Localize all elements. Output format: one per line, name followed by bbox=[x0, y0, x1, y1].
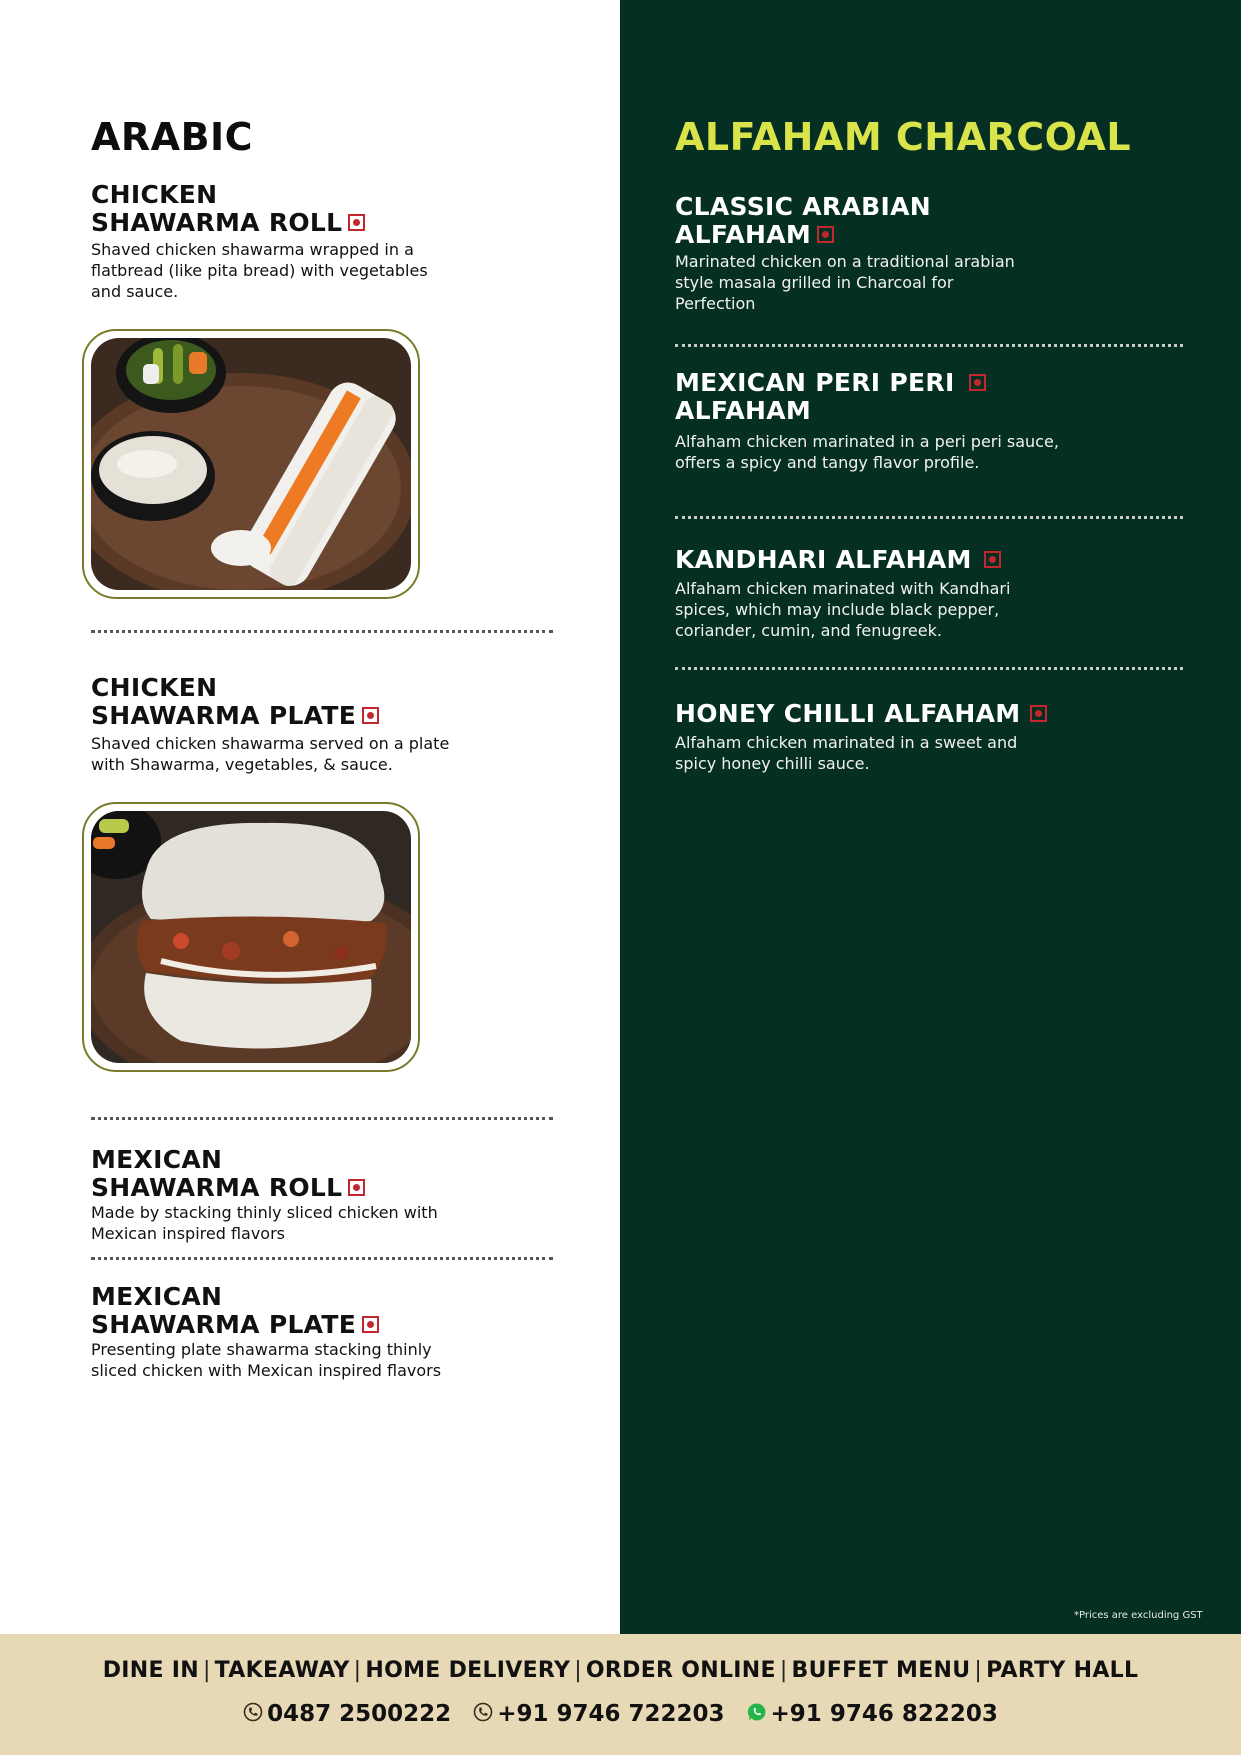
item-name-line2: SHAWARMA PLATE bbox=[91, 701, 357, 730]
menu-item-name bbox=[675, 193, 931, 249]
phone-icon bbox=[473, 1702, 493, 1722]
item-name-line1: CLASSIC ARABIAN bbox=[675, 192, 931, 221]
separator: | bbox=[353, 1658, 362, 1683]
separator: | bbox=[779, 1658, 788, 1683]
separator: | bbox=[574, 1658, 582, 1683]
item-name-line2-row bbox=[675, 221, 931, 249]
whatsapp-icon bbox=[747, 1702, 767, 1722]
services-list bbox=[0, 1658, 1241, 1683]
menu-item-description: Alfaham chicken marinated with Kandhari spices, which may include black pepper, coriander, cumin, and fenugreek. bbox=[675, 579, 1011, 640]
menu-item-description: Alfaham chicken marinated in a sweet and spicy honey chilli sauce. bbox=[675, 733, 1018, 773]
menu-item-name bbox=[91, 1146, 365, 1202]
non-veg-marker-icon bbox=[348, 1179, 365, 1196]
section-title-alfaham: ALFAHAM CHARCOAL bbox=[675, 115, 1132, 159]
non-veg-marker-icon bbox=[362, 707, 379, 724]
item-name-line2: SHAWARMA ROLL bbox=[91, 208, 343, 237]
item-name-line1: MEXICAN bbox=[91, 1282, 223, 1311]
menu-item-description: Shaved chicken shawarma served on a plate with Shawarma, vegetables, & sauce. bbox=[91, 734, 450, 774]
chicken-shawarma-plate-photo bbox=[82, 802, 420, 1072]
item-name-line1: MEXICAN bbox=[91, 1145, 223, 1174]
item-name-line2: SHAWARMA ROLL bbox=[91, 1173, 343, 1202]
item-name-line1: CHICKEN bbox=[91, 673, 218, 702]
service-home-delivery: HOME DELIVERY bbox=[365, 1658, 571, 1683]
menu-item-description: Presenting plate shawarma stacking thinly sliced chicken with Mexican inspired flavors bbox=[91, 1340, 442, 1380]
menu-item-description: Shaved chicken shawarma wrapped in a flatbread (like pita bread) with vegetables and sauce. bbox=[91, 240, 428, 301]
menu-item-name bbox=[675, 700, 1047, 728]
phone-number: 0487 2500222 bbox=[267, 1700, 452, 1727]
item-name-line2: SHAWARMA PLATE bbox=[91, 1310, 357, 1339]
item-name-line2-row bbox=[91, 1174, 365, 1202]
contact-list bbox=[0, 1700, 1241, 1727]
separator: | bbox=[974, 1658, 983, 1683]
divider bbox=[91, 1257, 553, 1260]
section-title-arabic: ARABIC bbox=[91, 115, 254, 159]
phone-number: +91 9746 722203 bbox=[497, 1700, 725, 1727]
shawarma-plate-image bbox=[91, 811, 411, 1063]
item-name-line2-row bbox=[91, 209, 365, 237]
divider bbox=[675, 516, 1183, 519]
menu-item-name bbox=[91, 1283, 379, 1339]
menu-item-name bbox=[675, 369, 986, 425]
gst-note: *Prices are excluding GST bbox=[1074, 1610, 1203, 1621]
contact-mobile[interactable] bbox=[473, 1701, 724, 1727]
non-veg-marker-icon bbox=[348, 214, 365, 231]
service-buffet-menu: BUFFET MENU bbox=[791, 1658, 971, 1683]
service-order-online: ORDER ONLINE bbox=[585, 1658, 776, 1683]
service-takeaway: TAKEAWAY bbox=[214, 1658, 350, 1683]
non-veg-marker-icon bbox=[817, 226, 834, 243]
non-veg-marker-icon bbox=[969, 374, 986, 391]
arabic-section bbox=[0, 0, 620, 1634]
non-veg-marker-icon bbox=[1030, 705, 1047, 722]
item-name-line2-row bbox=[91, 702, 379, 730]
menu-item-name bbox=[91, 674, 379, 730]
divider bbox=[91, 630, 553, 633]
chicken-shawarma-roll-photo bbox=[82, 329, 420, 599]
service-dine-in: DINE IN bbox=[102, 1658, 199, 1683]
menu-item-description: Made by stacking thinly sliced chicken with Mexican inspired flavors bbox=[91, 1203, 438, 1243]
item-name-line2: ALFAHAM bbox=[675, 396, 812, 425]
non-veg-marker-icon bbox=[362, 1316, 379, 1333]
phone-icon bbox=[243, 1702, 263, 1722]
menu-item-description: Alfaham chicken marinated in a peri peri sauce, offers a spicy and tangy flavor profile. bbox=[675, 432, 1059, 472]
item-name-text: KANDHARI ALFAHAM bbox=[675, 545, 972, 574]
service-party-hall: PARTY HALL bbox=[986, 1658, 1139, 1683]
item-name-line1: MEXICAN PERI PERI bbox=[675, 368, 955, 397]
alfaham-charcoal-section bbox=[620, 0, 1241, 1634]
menu-item-name bbox=[91, 181, 365, 237]
non-veg-marker-icon bbox=[984, 551, 1001, 568]
footer bbox=[0, 1634, 1241, 1755]
menu-item-name bbox=[675, 546, 1001, 574]
separator: | bbox=[202, 1658, 211, 1683]
item-name-line1: CHICKEN bbox=[91, 180, 218, 209]
menu-item-description: Marinated chicken on a traditional arabian style masala grilled in Charcoal for Perfection bbox=[675, 252, 1015, 313]
shawarma-roll-image bbox=[91, 338, 411, 590]
item-name-line1-row bbox=[675, 369, 986, 397]
contact-whatsapp[interactable] bbox=[747, 1701, 998, 1727]
item-name-line2-row bbox=[91, 1311, 379, 1339]
item-name-line2: ALFAHAM bbox=[675, 220, 812, 249]
divider bbox=[675, 667, 1183, 670]
divider bbox=[675, 344, 1183, 347]
phone-number: +91 9746 822203 bbox=[770, 1700, 998, 1727]
item-name-text: HONEY CHILLI ALFAHAM bbox=[675, 699, 1021, 728]
contact-landline[interactable] bbox=[243, 1701, 451, 1727]
divider bbox=[91, 1117, 553, 1120]
